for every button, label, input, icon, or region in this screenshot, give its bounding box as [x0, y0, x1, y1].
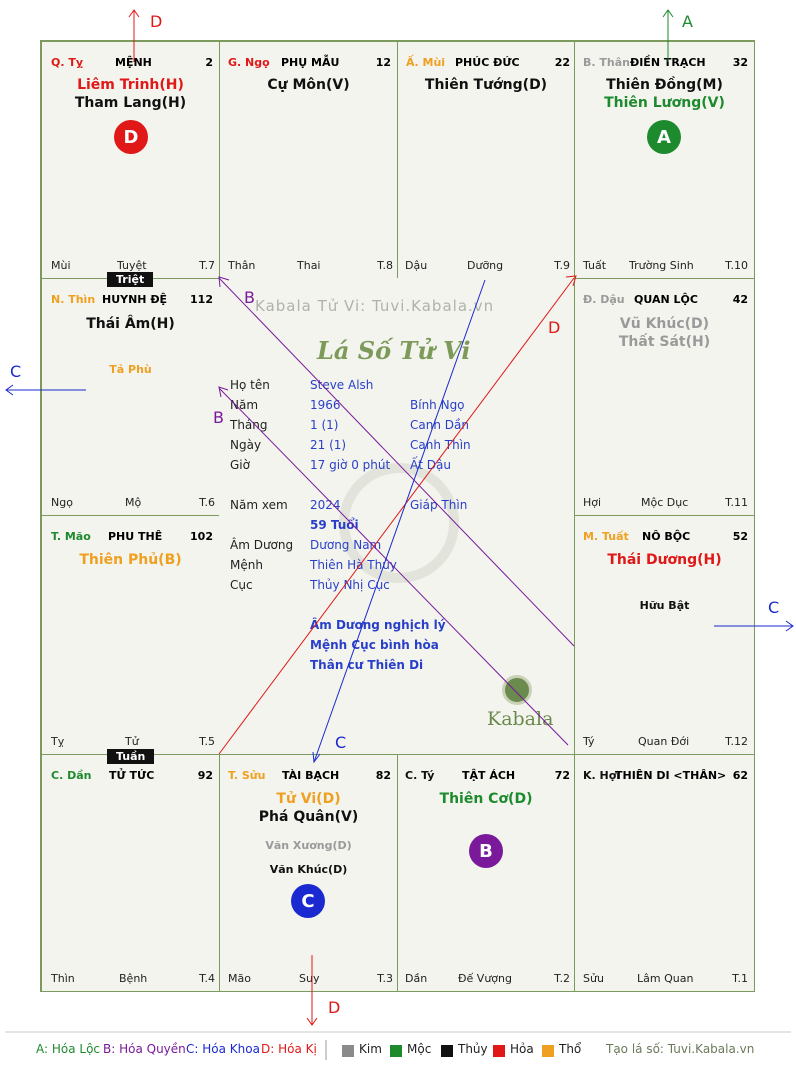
legend-kim: Kim: [359, 1042, 382, 1056]
palace-footer-right: T.12: [725, 735, 748, 748]
legend-thuy: Thủy: [458, 1042, 488, 1056]
arrow-label-c: C: [335, 733, 347, 752]
palace-phu-mau[interactable]: [219, 41, 398, 279]
palace-footer-left: Sửu: [583, 972, 604, 985]
minor-star: Văn Khúc(D): [269, 863, 348, 876]
palace-number: 62: [732, 769, 748, 782]
palace-name: TỬ TỨC: [109, 769, 155, 782]
palace-footer-left: Hợi: [583, 496, 602, 509]
info-label: Giờ: [230, 458, 250, 472]
arrow-label-a: A: [682, 12, 693, 31]
arrow-label-d: D: [150, 12, 163, 31]
info-value: Steve Alsh: [310, 378, 374, 392]
major-star: Tử Vi(D): [276, 791, 341, 807]
palace-menh[interactable]: [41, 41, 220, 279]
palace-number: 82: [375, 769, 391, 782]
palace-footer-right: T.8: [377, 259, 393, 272]
palace-branch: N. Thìn: [51, 293, 96, 306]
arrow-label-d: D: [548, 318, 561, 337]
info-label: Mệnh: [230, 558, 263, 572]
legend-hoa-loc: A: Hóa Lộc: [36, 1042, 101, 1056]
palace-footer-mid: Mộc Dục: [641, 496, 689, 509]
swatch-tho: [542, 1045, 554, 1057]
palace-branch: C. Tý: [405, 769, 435, 782]
palace-number: 92: [197, 769, 213, 782]
major-star: Thiên Đồng(M): [606, 77, 723, 93]
palace-footer-mid: Trường Sinh: [629, 259, 694, 272]
palace-quan-loc[interactable]: [574, 278, 755, 516]
palace-footer-left: Tuất: [583, 259, 607, 272]
info-can-chi: Bính Ngọ: [410, 398, 465, 412]
note-line: Âm Dương nghịch lý: [310, 618, 446, 632]
triet-tag: Triệt: [107, 272, 153, 287]
palace-name: THIÊN DI <THÂN>: [615, 769, 727, 782]
minor-star: Tả Phù: [109, 363, 152, 376]
credit-link[interactable]: Tạo lá số: Tuvi.Kabala.vn: [606, 1042, 755, 1056]
tuan-tag: Tuần: [107, 749, 154, 764]
arrow-label-b: B: [244, 288, 255, 307]
info-value: 1966: [310, 398, 341, 412]
note-line: Mệnh Cục bình hòa: [310, 638, 439, 652]
palace-footer-left: Mão: [228, 972, 251, 985]
major-star: Cự Môn(V): [267, 77, 350, 93]
palace-footer-left: Dần: [405, 972, 428, 985]
palace-branch: Đ. Dậu: [583, 293, 625, 306]
palace-name: NÔ BỘC: [642, 530, 691, 543]
major-star: Phá Quân(V): [258, 809, 359, 825]
major-star: Tham Lang(H): [74, 95, 187, 111]
info-value: 17 giờ 0 phút: [310, 458, 391, 472]
kabala-brand: Kabala: [487, 708, 554, 730]
palace-footer-left: Mùi: [51, 259, 71, 272]
palace-name: MỆNH: [115, 56, 152, 69]
palace-footer-mid: Lâm Quan: [637, 972, 694, 985]
major-star: Thái Dương(H): [607, 552, 722, 568]
info-can-chi: Canh Dần: [410, 418, 469, 432]
legend-hoa-quyen: B: Hóa Quyền: [103, 1042, 186, 1056]
palace-phu-the[interactable]: [41, 515, 220, 755]
age-value: 59 Tuổi: [310, 518, 359, 532]
info-can-chi: Canh Thìn: [410, 438, 471, 452]
palace-thien-di[interactable]: [574, 754, 755, 992]
arrow-label-d: D: [328, 998, 341, 1017]
palace-footer-right: T.4: [199, 972, 215, 985]
hoa-loc-badge: A: [647, 120, 681, 154]
arrow-label-c: C: [10, 362, 22, 381]
palace-footer-right: T.11: [725, 496, 748, 509]
palace-footer-left: Ngọ: [51, 496, 73, 509]
palace-number: 12: [375, 56, 391, 69]
palace-branch: T. Sửu: [228, 769, 266, 782]
palace-number: 112: [190, 293, 213, 306]
info-can-chi: Giáp Thìn: [410, 498, 468, 512]
swatch-moc: [390, 1045, 402, 1057]
legend-moc: Mộc: [407, 1042, 432, 1056]
info-label: Tháng: [230, 418, 268, 432]
palace-footer-right: T.10: [725, 259, 748, 272]
palace-branch: M. Tuất: [583, 530, 629, 543]
palace-number: 102: [190, 530, 213, 543]
note-line: Thân cư Thiên Di: [310, 658, 424, 672]
palace-huynh-de[interactable]: [41, 278, 220, 516]
chart-title: Lá Số Tử Vi: [317, 336, 471, 365]
palace-name: TÀI BẠCH: [282, 769, 340, 782]
palace-number: 32: [732, 56, 748, 69]
palace-footer-mid: Suy: [299, 972, 320, 985]
palace-name: PHÚC ĐỨC: [455, 56, 520, 69]
palace-number: 42: [732, 293, 748, 306]
site-watermark: Kabala Tử Vi: Tuvi.Kabala.vn: [255, 297, 495, 315]
palace-footer-mid: Đế Vượng: [458, 972, 512, 985]
info-label: Họ tên: [230, 378, 270, 392]
palace-branch: Ấ. Mùi: [406, 56, 446, 69]
palace-branch: T. Mão: [51, 530, 91, 543]
palace-number: 22: [554, 56, 570, 69]
major-star: Vũ Khúc(D): [619, 316, 710, 332]
legend-hoa: Hỏa: [510, 1042, 534, 1056]
palace-footer-mid: Tuyệt: [117, 259, 147, 272]
palace-branch: K. Hợi: [583, 769, 621, 782]
palace-footer-right: T.9: [554, 259, 570, 272]
palace-branch: Q. Tỵ: [51, 56, 84, 69]
arrow-label-b: B: [213, 408, 224, 427]
info-label: Ngày: [230, 438, 262, 452]
palace-tai-bach[interactable]: [219, 754, 398, 992]
palace-footer-right: T.3: [377, 972, 393, 985]
palace-footer-right: T.2: [554, 972, 570, 985]
palace-footer-left: Dậu: [405, 259, 428, 272]
palace-footer-right: T.1: [732, 972, 748, 985]
palace-branch: G. Ngọ: [228, 56, 270, 69]
minor-star: Hữu Bật: [639, 599, 690, 612]
info-label: Năm xem: [230, 498, 288, 512]
kabala-logo-icon: [502, 675, 532, 705]
palace-name: ĐIỀN TRẠCH: [630, 56, 706, 69]
palace-footer-mid: Thai: [297, 259, 321, 272]
info-value: Thủy Nhị Cục: [310, 578, 390, 592]
major-star: Thiên Cơ(D): [439, 791, 533, 807]
palace-phuc-duc[interactable]: [397, 41, 575, 279]
palace-footer-mid: Bệnh: [119, 972, 148, 985]
palace-number: 52: [732, 530, 748, 543]
info-value: 2024: [310, 498, 341, 512]
swatch-hoa: [493, 1045, 505, 1057]
palace-footer-left: Tỵ: [51, 735, 65, 748]
palace-dien-trach[interactable]: [574, 41, 755, 279]
palace-tat-ach[interactable]: [397, 754, 575, 992]
info-value: 21 (1): [310, 438, 347, 452]
palace-footer-right: T.5: [199, 735, 215, 748]
major-star: Thiên Phủ(B): [79, 552, 182, 568]
hoa-khoa-badge: C: [291, 884, 325, 918]
palace-name: PHỤ MẪU: [281, 56, 340, 69]
swatch-kim: [342, 1045, 354, 1057]
palace-name: TẬT ÁCH: [462, 769, 516, 782]
hoa-quyen-badge: B: [469, 834, 503, 868]
palace-footer-right: T.7: [199, 259, 215, 272]
palace-name: PHU THÊ: [108, 530, 163, 543]
major-star: Thất Sát(H): [618, 334, 711, 350]
palace-footer-mid: Quan Đới: [638, 735, 690, 748]
legend-hoa-ki: D: Hóa Kị: [261, 1042, 317, 1056]
palace-name: HUYNH ĐỆ: [102, 293, 168, 306]
minor-star: Văn Xương(D): [265, 839, 352, 852]
palace-branch: B. Thân: [583, 56, 630, 69]
palace-no-boc[interactable]: [574, 515, 755, 755]
info-label: Cục: [230, 578, 253, 592]
palace-tu-tuc[interactable]: [41, 754, 220, 992]
palace-number: 72: [554, 769, 570, 782]
major-star: Thiên Lương(V): [604, 95, 725, 111]
legend-tho: Thổ: [559, 1042, 582, 1056]
info-value: 1 (1): [310, 418, 339, 432]
info-value: Dương Nam: [310, 538, 382, 552]
legend-hoa-khoa: C: Hóa Khoa: [186, 1042, 260, 1056]
palace-footer-left: Thìn: [51, 972, 75, 985]
swatch-thuy: [441, 1045, 453, 1057]
palace-footer-right: T.6: [199, 496, 215, 509]
major-star: Thiên Tướng(D): [424, 77, 548, 93]
palace-footer-mid: Tử: [125, 735, 139, 748]
palace-number: 2: [205, 56, 213, 69]
info-label: Âm Dương: [230, 538, 294, 552]
palace-branch: C. Dần: [51, 769, 92, 782]
palace-footer-mid: Dưỡng: [467, 259, 504, 272]
palace-name: QUAN LỘC: [634, 293, 698, 306]
info-can-chi: Ất Dậu: [410, 458, 451, 472]
palace-footer-left: Thân: [228, 259, 256, 272]
info-value: Thiên Hà Thủy: [310, 558, 397, 572]
info-label: Năm: [230, 398, 259, 412]
hoa-ki-badge: D: [114, 120, 148, 154]
palace-footer-left: Tý: [583, 735, 595, 748]
arrow-label-c: C: [768, 598, 780, 617]
major-star: Thái Âm(H): [86, 316, 175, 332]
major-star: Liêm Trinh(H): [77, 77, 184, 93]
palace-footer-mid: Mộ: [125, 496, 142, 509]
